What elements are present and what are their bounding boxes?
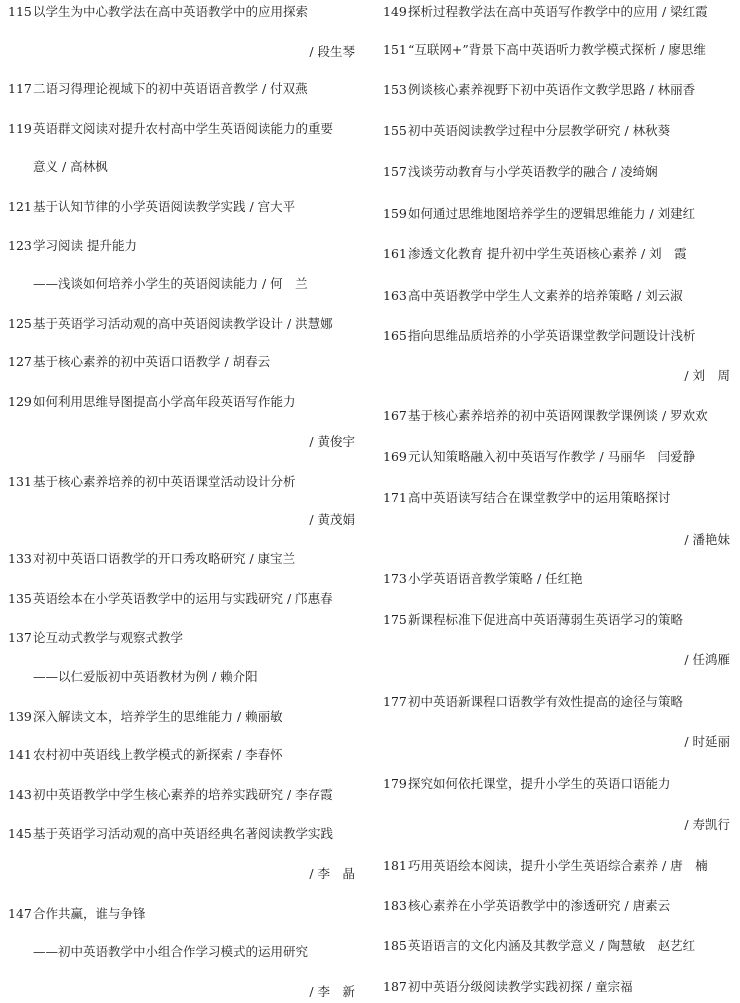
toc-entry xyxy=(383,328,696,344)
entry-continuation: ——初中英语教学中小组合作学习模式的运用研究 xyxy=(33,944,309,959)
toc-entry xyxy=(8,199,295,215)
page-number: 139 xyxy=(8,709,32,724)
toc-entry xyxy=(383,206,695,222)
entry-title: “互联网+”背景下高中英语听力教学模式探析 / 廖思维 xyxy=(408,42,706,57)
page-number: 129 xyxy=(8,394,32,409)
page-number: 153 xyxy=(383,82,407,97)
toc-entry xyxy=(383,4,708,20)
toc-entry xyxy=(8,787,333,803)
entry-title: 如何通过思维地图培养学生的逻辑思维能力 / 刘建红 xyxy=(408,206,696,221)
page-number: 117 xyxy=(8,81,32,96)
page-number: 149 xyxy=(383,4,407,19)
toc-entry xyxy=(383,42,706,58)
page-number: 115 xyxy=(8,4,32,19)
entry-title: 初中英语分级阅读教学实践初探 / 童宗福 xyxy=(408,979,633,994)
entry-title: 如何利用思维导图提高小学高年段英语写作能力 xyxy=(33,394,296,409)
toc-entry xyxy=(8,630,183,646)
entry-author: / 李 晶 xyxy=(309,866,355,881)
toc-entry xyxy=(383,858,708,874)
entry-title: 元认知策略融入初中英语写作教学 / 马丽华 闫爱静 xyxy=(408,449,696,464)
entry-title: 例谈核心素养视野下初中英语作文教学思路 / 林丽香 xyxy=(408,82,696,97)
entry-author: / 寿凯行 xyxy=(684,817,730,832)
entry-title: 探究如何依托课堂，提升小学生的英语口语能力 xyxy=(408,776,671,791)
toc-entry xyxy=(383,490,671,506)
toc-entry xyxy=(8,826,333,842)
page-number: 161 xyxy=(383,246,407,261)
entry-author: / 任鸿雁 xyxy=(684,652,730,667)
page-number: 145 xyxy=(8,826,32,841)
toc-entry xyxy=(383,938,695,954)
page-number: 175 xyxy=(383,612,407,627)
page-number: 133 xyxy=(8,551,32,566)
toc-entry xyxy=(383,449,695,465)
page-number: 155 xyxy=(383,123,407,138)
entry-title: 农村初中英语线上教学模式的新探索 / 李春怀 xyxy=(33,747,283,762)
entry-author: / 潘艳妹 xyxy=(684,532,730,547)
toc-entry xyxy=(8,906,146,922)
page-number: 177 xyxy=(383,694,407,709)
toc-entry xyxy=(383,776,671,792)
entry-title: 合作共赢，谁与争锋 xyxy=(33,906,146,921)
page-number: 143 xyxy=(8,787,32,802)
entry-title: 英语语言的文化内涵及其教学意义 / 陶慧敏 赵艺红 xyxy=(408,938,696,953)
entry-title: 高中英语读写结合在课堂教学中的运用策略探讨 xyxy=(408,490,671,505)
page-number: 147 xyxy=(8,906,32,921)
entry-title: 初中英语教学中学生核心素养的培养实践研究 / 李存霞 xyxy=(33,787,333,802)
page-number: 131 xyxy=(8,474,32,489)
entry-title: 英语群文阅读对提升农村高中学生英语阅读能力的重要 xyxy=(33,121,334,136)
page-number: 151 xyxy=(383,42,407,57)
toc-entry xyxy=(8,591,333,607)
toc-entry xyxy=(8,551,295,567)
toc-entry xyxy=(8,709,283,725)
entry-author: / 李 新 xyxy=(309,984,355,999)
page-number: 185 xyxy=(383,938,407,953)
entry-title: 学习阅读 提升能力 xyxy=(33,238,137,253)
entry-title: 指向思维品质培养的小学英语课堂教学问题设计浅析 xyxy=(408,328,696,343)
toc-entry xyxy=(8,121,333,137)
page-number: 181 xyxy=(383,858,407,873)
entry-title: 基于认知节律的小学英语阅读教学实践 / 宫大平 xyxy=(33,199,296,214)
entry-title: 初中英语阅读教学过程中分层教学研究 / 林秋葵 xyxy=(408,123,671,138)
toc-entry xyxy=(383,694,683,710)
entry-title: 基于核心素养培养的初中英语课堂活动设计分析 xyxy=(33,474,296,489)
page-number: 137 xyxy=(8,630,32,645)
toc-entry xyxy=(8,354,270,370)
entry-author: / 黄茂娟 xyxy=(309,512,355,527)
page-number: 135 xyxy=(8,591,32,606)
entry-title: 高中英语教学中学生人文素养的培养策略 / 刘云淑 xyxy=(408,288,683,303)
entry-author: / 时延丽 xyxy=(684,734,730,749)
entry-title: 英语绘本在小学英语教学中的运用与实践研究 / 邝惠春 xyxy=(33,591,333,606)
toc-entry xyxy=(383,246,687,262)
entry-title: 浅谈劳动教育与小学英语教学的融合 / 凌绮娴 xyxy=(408,164,658,179)
page-number: 163 xyxy=(383,288,407,303)
page-number: 183 xyxy=(383,898,407,913)
entry-title: 论互动式教学与观察式教学 xyxy=(33,630,184,645)
toc-entry xyxy=(8,474,296,490)
toc-entry xyxy=(383,571,583,587)
entry-title: 对初中英语口语教学的开口秀攻略研究 / 康宝兰 xyxy=(33,551,296,566)
toc-entry xyxy=(383,164,658,180)
toc-entry xyxy=(383,82,695,98)
entry-title: 深入解读文本，培养学生的思维能力 / 赖丽敏 xyxy=(33,709,283,724)
page-number: 167 xyxy=(383,408,407,423)
page-number: 141 xyxy=(8,747,32,762)
entry-author: / 刘 周 xyxy=(684,368,730,383)
entry-title: 二语习得理论视域下的初中英语语音教学 / 付双燕 xyxy=(33,81,308,96)
toc-entry xyxy=(383,288,683,304)
entry-title: 以学生为中心教学法在高中英语教学中的应用探索 xyxy=(33,4,309,19)
page-number: 187 xyxy=(383,979,407,994)
entry-title: 渗透文化教育 提升初中学生英语核心素养 / 刘 霞 xyxy=(408,246,687,261)
entry-author: / 段生琴 xyxy=(309,44,355,59)
entry-continuation: ——以仁爱版初中英语教材为例 / 赖介阳 xyxy=(33,669,258,684)
toc-entry xyxy=(383,979,633,995)
entry-title: 基于核心素养培养的初中英语网课教学课例谈 / 罗欢欢 xyxy=(408,408,708,423)
toc-entry xyxy=(383,612,683,628)
page-number: 125 xyxy=(8,316,32,331)
page-number: 159 xyxy=(383,206,407,221)
page-number: 179 xyxy=(383,776,407,791)
entry-title: 巧用英语绘本阅读，提升小学生英语综合素养 / 唐 楠 xyxy=(408,858,708,873)
page-number: 165 xyxy=(383,328,407,343)
page-number: 123 xyxy=(8,238,32,253)
entry-continuation: ——浅谈如何培养小学生的英语阅读能力 / 何 兰 xyxy=(33,276,308,291)
entry-continuation: 意义 / 高林枫 xyxy=(33,159,108,174)
toc-entry xyxy=(8,747,283,763)
entry-title: 基于核心素养的初中英语口语教学 / 胡春云 xyxy=(33,354,271,369)
page-number: 127 xyxy=(8,354,32,369)
page-number: 169 xyxy=(383,449,407,464)
toc-entry xyxy=(8,394,296,410)
entry-author: / 黄俊宇 xyxy=(309,434,355,449)
page-number: 121 xyxy=(8,199,32,214)
page-number: 173 xyxy=(383,571,407,586)
toc-entry xyxy=(8,4,308,20)
entry-title: 初中英语新课程口语教学有效性提高的途径与策略 xyxy=(408,694,684,709)
page-number: 171 xyxy=(383,490,407,505)
toc-entry xyxy=(8,81,308,97)
page-number: 119 xyxy=(8,121,32,136)
entry-title: 探析过程教学法在高中英语写作教学中的应用 / 梁红霞 xyxy=(408,4,708,19)
toc-entry xyxy=(8,316,333,332)
entry-title: 新课程标准下促进高中英语薄弱生英语学习的策略 xyxy=(408,612,684,627)
toc-entry xyxy=(383,408,708,424)
entry-title: 基于英语学习活动观的高中英语经典名著阅读教学实践 xyxy=(33,826,334,841)
entry-title: 小学英语语音教学策略 / 任红艳 xyxy=(408,571,583,586)
toc-entry xyxy=(383,898,670,914)
toc-entry xyxy=(8,238,137,254)
entry-title: 核心素养在小学英语教学中的渗透研究 / 唐素云 xyxy=(408,898,671,913)
toc-entry xyxy=(383,123,670,139)
page-number: 157 xyxy=(383,164,407,179)
entry-title: 基于英语学习活动观的高中英语阅读教学设计 / 洪慧娜 xyxy=(33,316,333,331)
